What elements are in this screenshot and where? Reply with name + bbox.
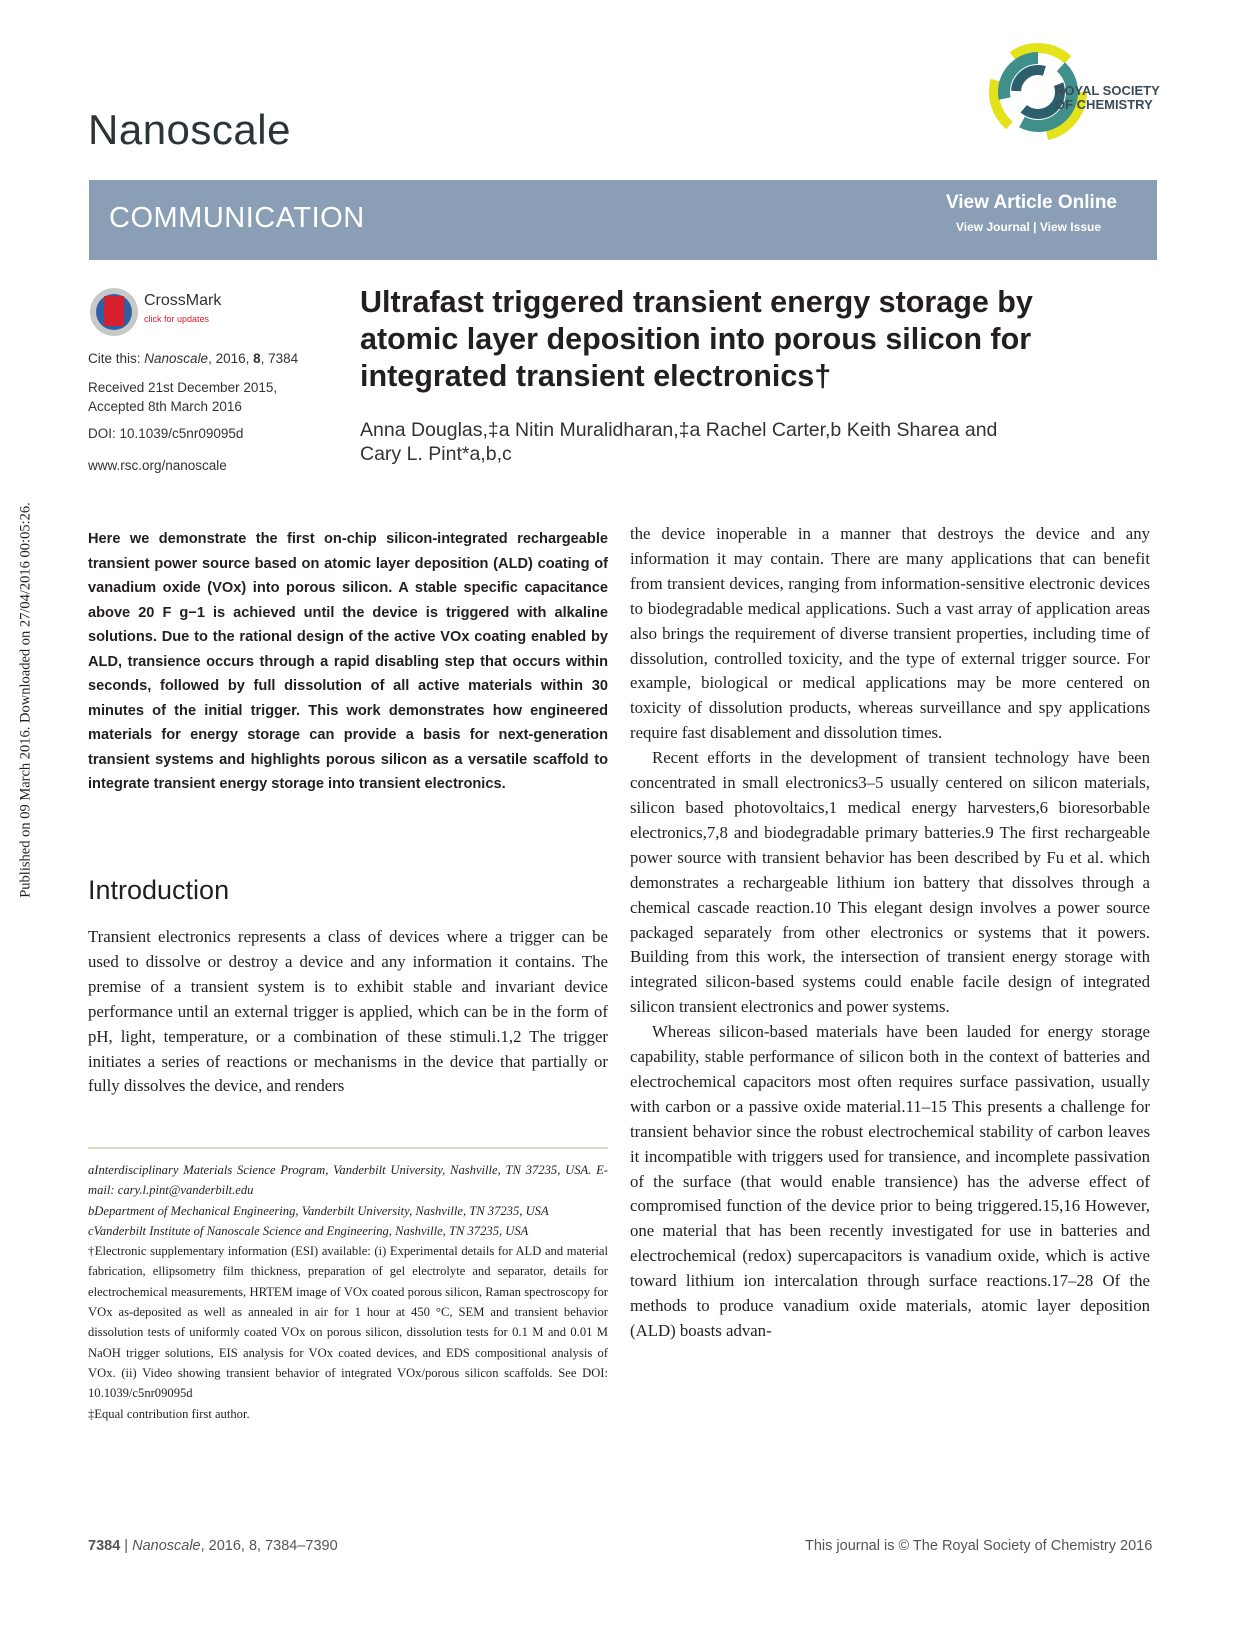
crossmark-label: CrossMark [144, 292, 222, 309]
authors-line1: Anna Douglas,‡a Nitin Muralidharan,‡a Rachel Carter,b Keith Sharea and [360, 419, 998, 441]
article-type-banner [89, 180, 1157, 260]
cite-this [88, 349, 298, 368]
cite-prefix: Cite this: [88, 351, 145, 366]
crossmark-sublabel: click for updates [144, 314, 210, 324]
affiliation-c-text: cVanderbilt Institute of Nanoscale Science and Engineering, Nashville, TN 37235, USA [88, 1223, 529, 1238]
equal-contribution-note: ‡Equal contribution first author. [88, 1406, 250, 1421]
affiliation-b-text: bDepartment of Mechanical Engineering, Vanderbilt University, Nashville, TN 37235, USA [88, 1203, 549, 1218]
footer-journal: Nanoscale [132, 1538, 201, 1554]
affiliation-c [88, 1221, 608, 1241]
esi-note: †Electronic supplementary information (ESI) available: (i) Experimental details for ALD and material fabrication, ellipsometry film thickness, preparation of gel electrolyte and separator, details for electrochemical measurements, HRTEM image of VOx coated porous silicon, Raman spectroscopy for VOx as-deposited as well as annealed in air for 1 hour at 450 °C, SEM and transient behavior dissolution tests of uniformly coated VOx on porous silicon, dissolution tests for 0.1 M and 0.01 M NaOH trigger solutions, EIS analysis for VOx coated devices, and EDS compositional analysis of VOx. (ii) Video showing transient behavior of integrated VOx/porous silicon scaffolds. See DOI: 10.1039/c5nr09095d [88, 1244, 608, 1401]
section-heading-introduction: Introduction [88, 875, 230, 905]
cite-year: , 2016, [208, 351, 254, 366]
journal-url[interactable]: www.rsc.org/nanoscale [88, 458, 227, 473]
footnotes [88, 1160, 608, 1424]
intro-right-column [630, 522, 1150, 1344]
view-article-online-link[interactable]: View Article Online [945, 192, 1117, 213]
cite-page: , 7384 [260, 351, 299, 366]
intro-paragraph: Whereas silicon-based materials have been lauded for energy storage capability, stable performance of silicon both in the context of batteries and electrochemical capacitors most often requires surface passivation, usually with carbon or a passive oxide material.11–15 This presents a challenge for transient behavior since the robust electrochemical stability of carbon leaves it incompatible with triggers used for transience, and incomplete passivation of the surface (that would enable transience) has the adverse effect of compromised function of the device prior to being triggered.15,16 However, one material that has been recently investigated for use in batteries and electrochemical (redox) supercapacitors is vanadium oxide, which is active toward lithium ion intercalation through surface reactions.17–28 Of the methods to produce vanadium oxide materials, atomic layer deposition (ALD) boasts advan- [630, 1022, 1150, 1340]
cite-journal: Nanoscale [144, 351, 209, 366]
intro-paragraph: the device inoperable in a manner that destroys the device and any information it may contain. There are many applications that can benefit from transient devices, ranging from information-sensitive electronic devices to biodegradable medical applications. Such a vast array of application areas also brings the requirement of diverse transient properties, including time of dissolution, controlled toxicity, and the type of external trigger source. For example, biological or medical applications may be more centered on toxicity of dissolution products, whereas surveillance and spy applications require fast disablement and dissolution times. [630, 524, 1150, 743]
crossmark-badge[interactable] [90, 288, 240, 336]
accepted-date: Accepted 8th March 2016 [88, 399, 242, 414]
page-number: 7384 [88, 1538, 121, 1554]
affiliation-a-text: aInterdisciplinary Materials Science Program, Vanderbilt University, Nashville, TN 37235, USA. E-mail: cary.l.pint@vanderbilt.edu [88, 1163, 608, 1198]
journal-title[interactable]: Nanoscale [88, 106, 291, 153]
intro-paragraph: Transient electronics represents a class of devices where a trigger can be used to dissolve or destroy a device and any information it contains. The premise of a transient system is to exhibit stable and invariant device performance until an external trigger is applied, which can be in the form of pH, light, temperature, or a combination of these stimuli.1,2 The trigger initiates a series of reactions or mechanisms in the device that partially or fully dissolves the device, and renders [88, 927, 608, 1096]
received-date: Received 21st December 2015, [88, 380, 278, 395]
page-footer-copyright: This journal is © The Royal Society of Chemistry 2016 [805, 1538, 1153, 1554]
rsc-logo-text [1055, 84, 1160, 112]
affiliation-b [88, 1201, 608, 1221]
authors-line2: Cary L. Pint*a,b,c [360, 443, 512, 465]
rsc-logo-line2: OF CHEMISTRY [1055, 97, 1153, 112]
doi[interactable]: DOI: 10.1039/c5nr09095d [88, 426, 244, 441]
page-footer-left [88, 1538, 338, 1554]
abstract: Here we demonstrate the first on-chip silicon-integrated rechargeable transient power source based on atomic layer deposition (ALD) coating of vanadium oxide (VOx) into porous silicon. A stable specific capacitance above 20 F g−1 is achieved until the device is triggered with alkaline solutions. Due to the rational design of the active VOx coating enabled by ALD, transience occurs through a rapid disabling step that occurs within seconds, followed by full dissolution of all active materials within 30 minutes of the initial trigger. This work demonstrates how engineered materials for energy storage can provide a basis for next-generation transient systems and highlights porous silicon as a versatile scaffold to integrate transient energy storage into transient electronics. [88, 531, 608, 792]
view-journal-link[interactable]: View Journal [956, 220, 1030, 234]
footer-citation: , 2016, 8, 7384–7390 [200, 1538, 338, 1554]
footnote-divider [88, 1147, 608, 1149]
article-type: COMMUNICATION [109, 202, 365, 234]
intro-paragraph: Recent efforts in the development of transient technology have been concentrated in small electronics3–5 usually centered on silicon materials, silicon based photovoltaics,1 medical energy harvesters,6 bioresorbable electronics,7,8 and biodegradable primary batteries.9 The first rechargeable power source with transient behavior has been described by Fu et al. which demonstrates a rechargeable lithium ion battery that dissolves through a chemical cascade reaction.10 This elegant design involves a power source packaged separately from other electronics or systems that it powers. Building from this work, the intersection of transient energy storage with integrated silicon-based systems could enable facile design of integrated silicon transient electronics and power systems. [630, 748, 1150, 1017]
article-title: Ultrafast triggered transient energy storage by atomic layer deposition into porous silicon for integrated transient electronics† [360, 285, 1033, 393]
view-issue-link[interactable]: View Issue [1039, 220, 1101, 234]
publication-stamp: Published on 09 March 2016. Downloaded on 27/04/2016 00:05:26. [17, 502, 34, 898]
cite-volume: 8 [253, 351, 261, 366]
footer-separator: | [120, 1538, 133, 1554]
authors [360, 418, 1080, 466]
rsc-logo-line1: ROYAL SOCIETY [1055, 83, 1160, 98]
affiliation-a [88, 1160, 608, 1201]
link-separator: | [1029, 220, 1040, 234]
crossmark-icon-bookmark [104, 296, 124, 326]
intro-left-column [88, 925, 608, 1099]
view-links [956, 220, 1101, 234]
